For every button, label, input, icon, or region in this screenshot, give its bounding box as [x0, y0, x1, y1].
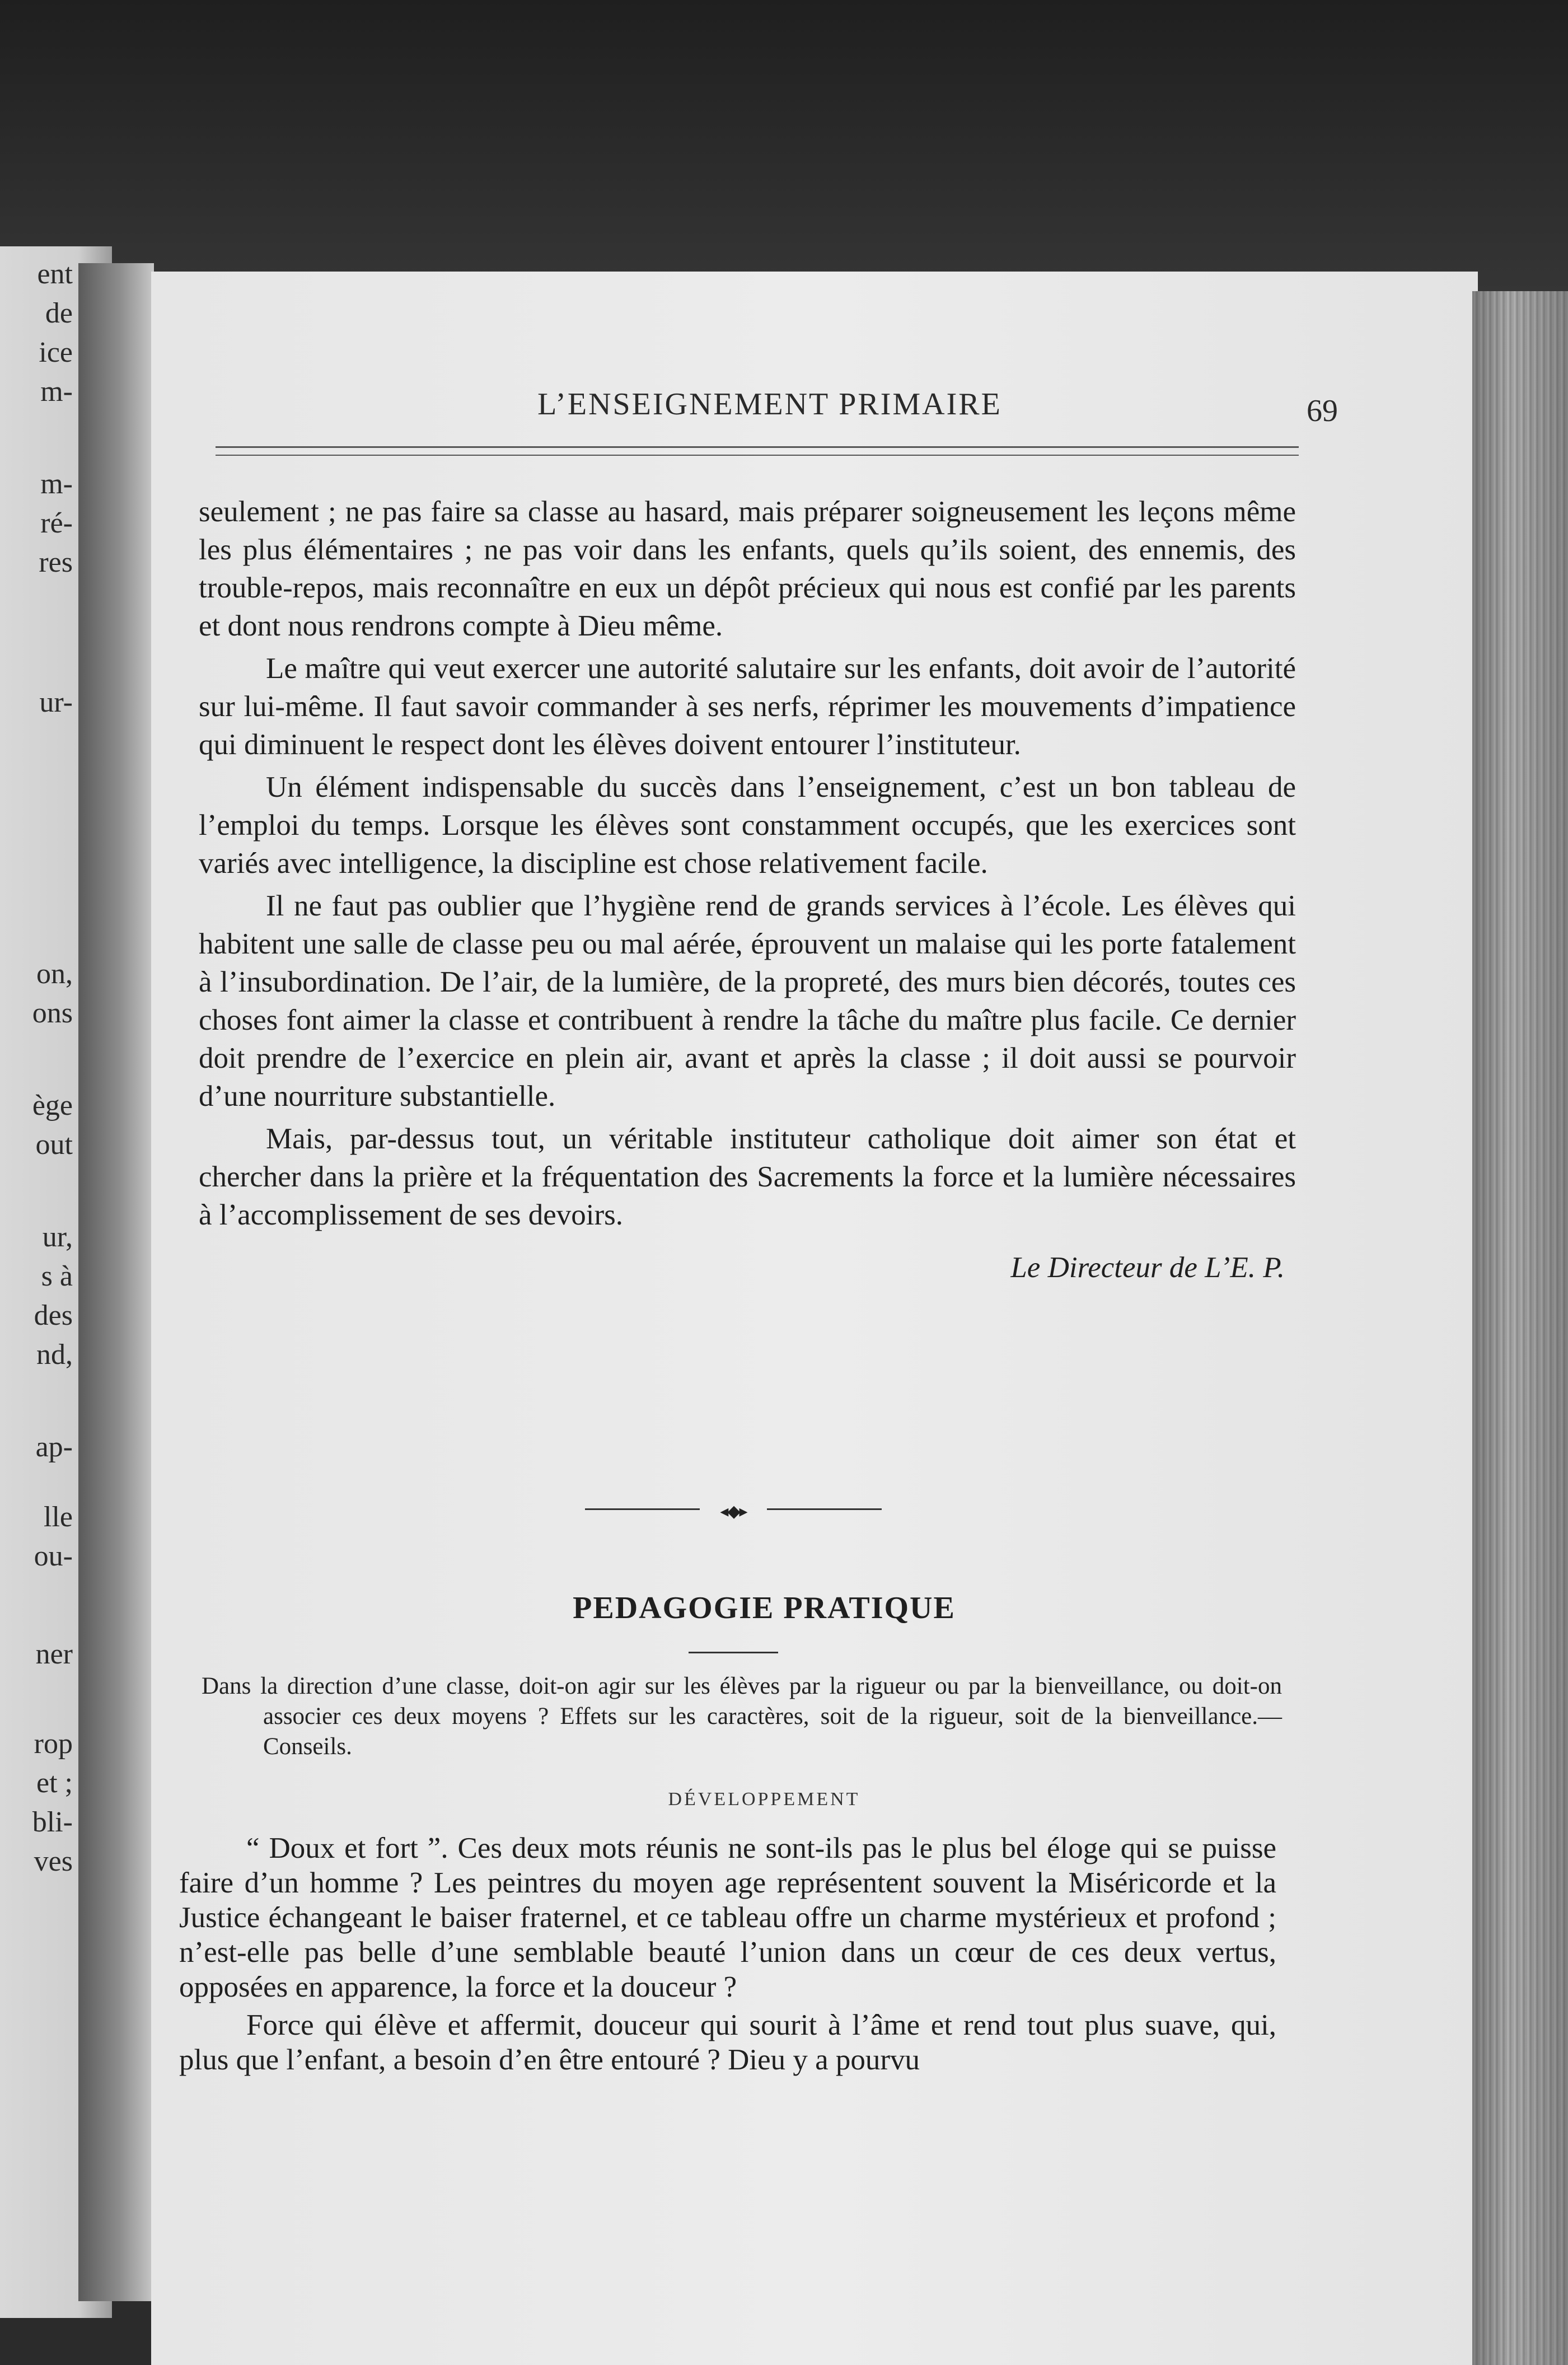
- header-rule: [216, 446, 1299, 456]
- page-stack-edge: [1472, 291, 1568, 2365]
- left-page-fragment: ur-: [39, 686, 73, 718]
- left-page-fragment: out: [35, 1129, 73, 1161]
- left-page-fragment: ner: [35, 1638, 73, 1670]
- left-page-fragment: ent: [37, 258, 73, 290]
- section-rule: [689, 1652, 778, 1653]
- ornament-icon: ◂◆▸: [720, 1502, 747, 1521]
- left-page-fragment: ons: [32, 997, 73, 1029]
- article-body: [199, 493, 1296, 1291]
- ornament-line-right: [767, 1508, 882, 1510]
- left-page-fragment: ap-: [35, 1431, 73, 1463]
- paragraph: “ Doux et fort ”. Ces deux mots réunis ne sont-ils pas le plus bel éloge qui se puisse faire d’un homme ? Les peintres du moyen age représentent souvent la Miséricorde et la Justice échangeant le baiser fraternel, et ce tableau offre un charme mystérieux et profond ; n’est-elle pas belle d’une semblable beauté l’union dans un cœur de ces deux vertus, opposées en apparence, la force et la douceur ?: [179, 1832, 1276, 2003]
- running-title: L’ENSEIGNEMENT PRIMAIRE: [537, 387, 1002, 422]
- paragraph: Mais, par-dessus tout, un véritable instituteur catholique doit aimer son état et chercher dans la prière et la fréquentation des Sacrements la force et la lumière nécessaires à l’accomplissement de ses devoirs.: [199, 1123, 1296, 1231]
- page-number: 69: [1307, 394, 1338, 428]
- section-title: PEDAGOGIE PRATIQUE: [573, 1591, 956, 1625]
- left-page-fragment: ré-: [40, 507, 73, 539]
- left-page-fragment: ou-: [34, 1540, 73, 1572]
- left-page-fragment: des: [34, 1300, 73, 1331]
- section-body: [179, 1831, 1276, 2081]
- left-page-fragment: ège: [32, 1090, 73, 1121]
- paragraph: Un élément indispensable du succès dans l’enseignement, c’est un bon tableau de l’emploi du temps. Lorsque les élèves sont constamment occupés, que les exercices sont variés avec intelligence, la discipline est chose relativement facile.: [199, 771, 1296, 880]
- section-summary: Dans la direction d’une classe, doit-on agir sur les élèves par la rigueur ou par la bienveillance, ou doit-on associer ces deux moyens ? Effets sur les caractères, soit de la rigueur, soit de la bienveillance.— Conseils.: [202, 1673, 1282, 1760]
- left-page-fragment: s à: [41, 1260, 73, 1292]
- left-page-fragment: rop: [34, 1728, 73, 1760]
- background: [0, 0, 1568, 291]
- left-page-fragment: bli-: [32, 1806, 73, 1838]
- left-page-fragment: lle: [44, 1501, 73, 1533]
- ornament-divider: [585, 1501, 882, 1521]
- ornament-line-left: [585, 1508, 700, 1510]
- running-head: [202, 386, 1338, 431]
- left-page-fragment: de: [45, 297, 73, 329]
- left-page-fragment: ice: [39, 336, 73, 368]
- paragraph: Force qui élève et affermit, douceur qui sourit à l’âme et rend tout plus suave, qui, plus que l’enfant, a besoin d’en être entouré ? Dieu y a pourvu: [179, 2009, 1276, 2076]
- signature: Le Directeur de L’E. P.: [1010, 1251, 1285, 1284]
- left-page-fragment: m-: [40, 468, 73, 500]
- left-page-fragment: nd,: [36, 1339, 73, 1371]
- paragraph: seulement ; ne pas faire sa classe au hasard, mais préparer soigneusement les leçons même les plus élémentaires ; ne pas voir dans les enfants, quels qu’ils soient, des ennemis, des trouble-repos, mais reconnaître en eux un dépôt précieux qui nous est confié par les parents et dont nous rendrons compte à Dieu même.: [199, 496, 1296, 642]
- left-page-fragment: et ;: [36, 1767, 73, 1799]
- paragraph: Le maître qui veut exercer une autorité salutaire sur les enfants, doit avoir de l’autorité sur lui-même. Il faut savoir commander à ses nerfs, réprimer les mouvements d’impatience qui diminuent le respect dont les élèves doivent entourer l’instituteur.: [199, 652, 1296, 761]
- left-page-fragment: ur,: [42, 1221, 73, 1253]
- left-page-fragment: res: [39, 546, 73, 578]
- left-page-fragment: m-: [40, 376, 73, 408]
- left-page-fragment: ves: [34, 1845, 73, 1877]
- book-gutter: [78, 263, 154, 2301]
- left-page-fragment: on,: [36, 958, 73, 990]
- paragraph: Il ne faut pas oublier que l’hygiène rend de grands services à l’école. Les élèves qui habitent une salle de classe peu ou mal aérée, éprouvent un malaise qui les porte fatalement à l’insubordination. De l’air, de la lumière, de la propreté, des murs bien décorés, toutes ces choses font aimer la classe et contribuent à rendre la tâche du maître plus facile. Ce dernier doit prendre de l’exercice en plein air, avant et après la classe ; il doit aussi se pourvoir d’une nourriture substantielle.: [199, 890, 1296, 1113]
- section-subhead: DÉVELOPPEMENT: [668, 1789, 860, 1810]
